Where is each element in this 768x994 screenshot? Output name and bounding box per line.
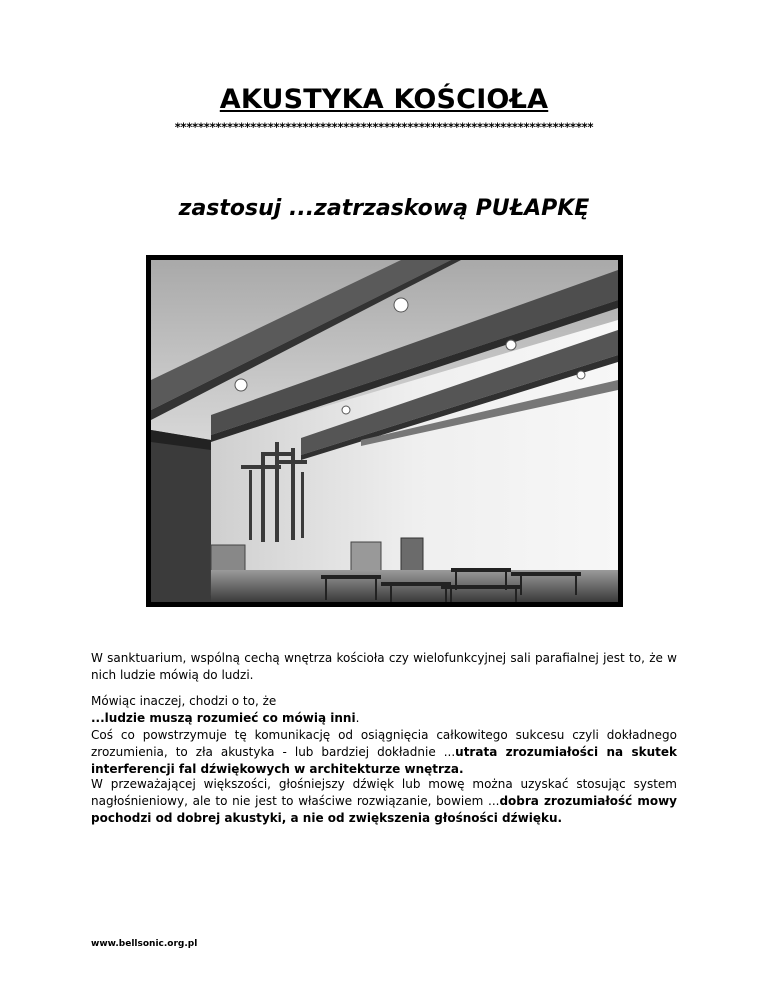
paragraph-2 bbox=[91, 693, 677, 778]
paragraph-3-emphasis: dobra zrozumiałość mowy pochodzi od dobrej akustyki, a nie od zwiększenia głośności dźwięku. bbox=[91, 794, 677, 825]
paragraph-2-period: . bbox=[355, 711, 360, 725]
paragraph-2-intro: Mówiąc inaczej, chodzi o to, że bbox=[91, 694, 277, 708]
paragraph-2-bold: ...ludzie muszą rozumieć co mówią inni bbox=[91, 711, 356, 725]
church-interior-photo bbox=[146, 255, 623, 607]
paragraph-2-body bbox=[91, 727, 677, 778]
hall-illustration bbox=[151, 260, 618, 602]
footer-website: www.bellsonic.org.pl bbox=[91, 939, 198, 949]
paragraph-2-emphasis: utrata zrozumiałości na skutek interferencji fal dźwiękowych w architekturze wnętrza. bbox=[91, 745, 677, 776]
document-subtitle: zastosuj ...zatrzaskową PUŁAPKĘ bbox=[178, 196, 590, 221]
paragraph-2-text: Coś co powstrzymuje tę komunikację od osiągnięcia całkowitego sukcesu czyli dokładnego zrozumienia, to zła akustyka - lub bardziej dokładnie ... bbox=[91, 728, 677, 759]
title-separator: ************************************************************************ bbox=[174, 120, 594, 134]
document-title: AKUSTYKA KOŚCIOŁA bbox=[219, 84, 549, 115]
paragraph-3 bbox=[91, 776, 677, 827]
paragraph-1: W sanktuarium, wspólną cechą wnętrza kościoła czy wielofunkcyjnej sali parafialnej jest to, że w nich ludzie mówią do ludzi. bbox=[91, 651, 677, 682]
paragraph-3-text: W przeważającej większości, głośniejszy dźwięk lub mowę można uzyskać stosując system nagłośnieniowy, ale to nie jest to właściwe rozwiązanie, bowiem ... bbox=[91, 777, 677, 808]
paragraph-2-bold-line bbox=[91, 710, 677, 727]
